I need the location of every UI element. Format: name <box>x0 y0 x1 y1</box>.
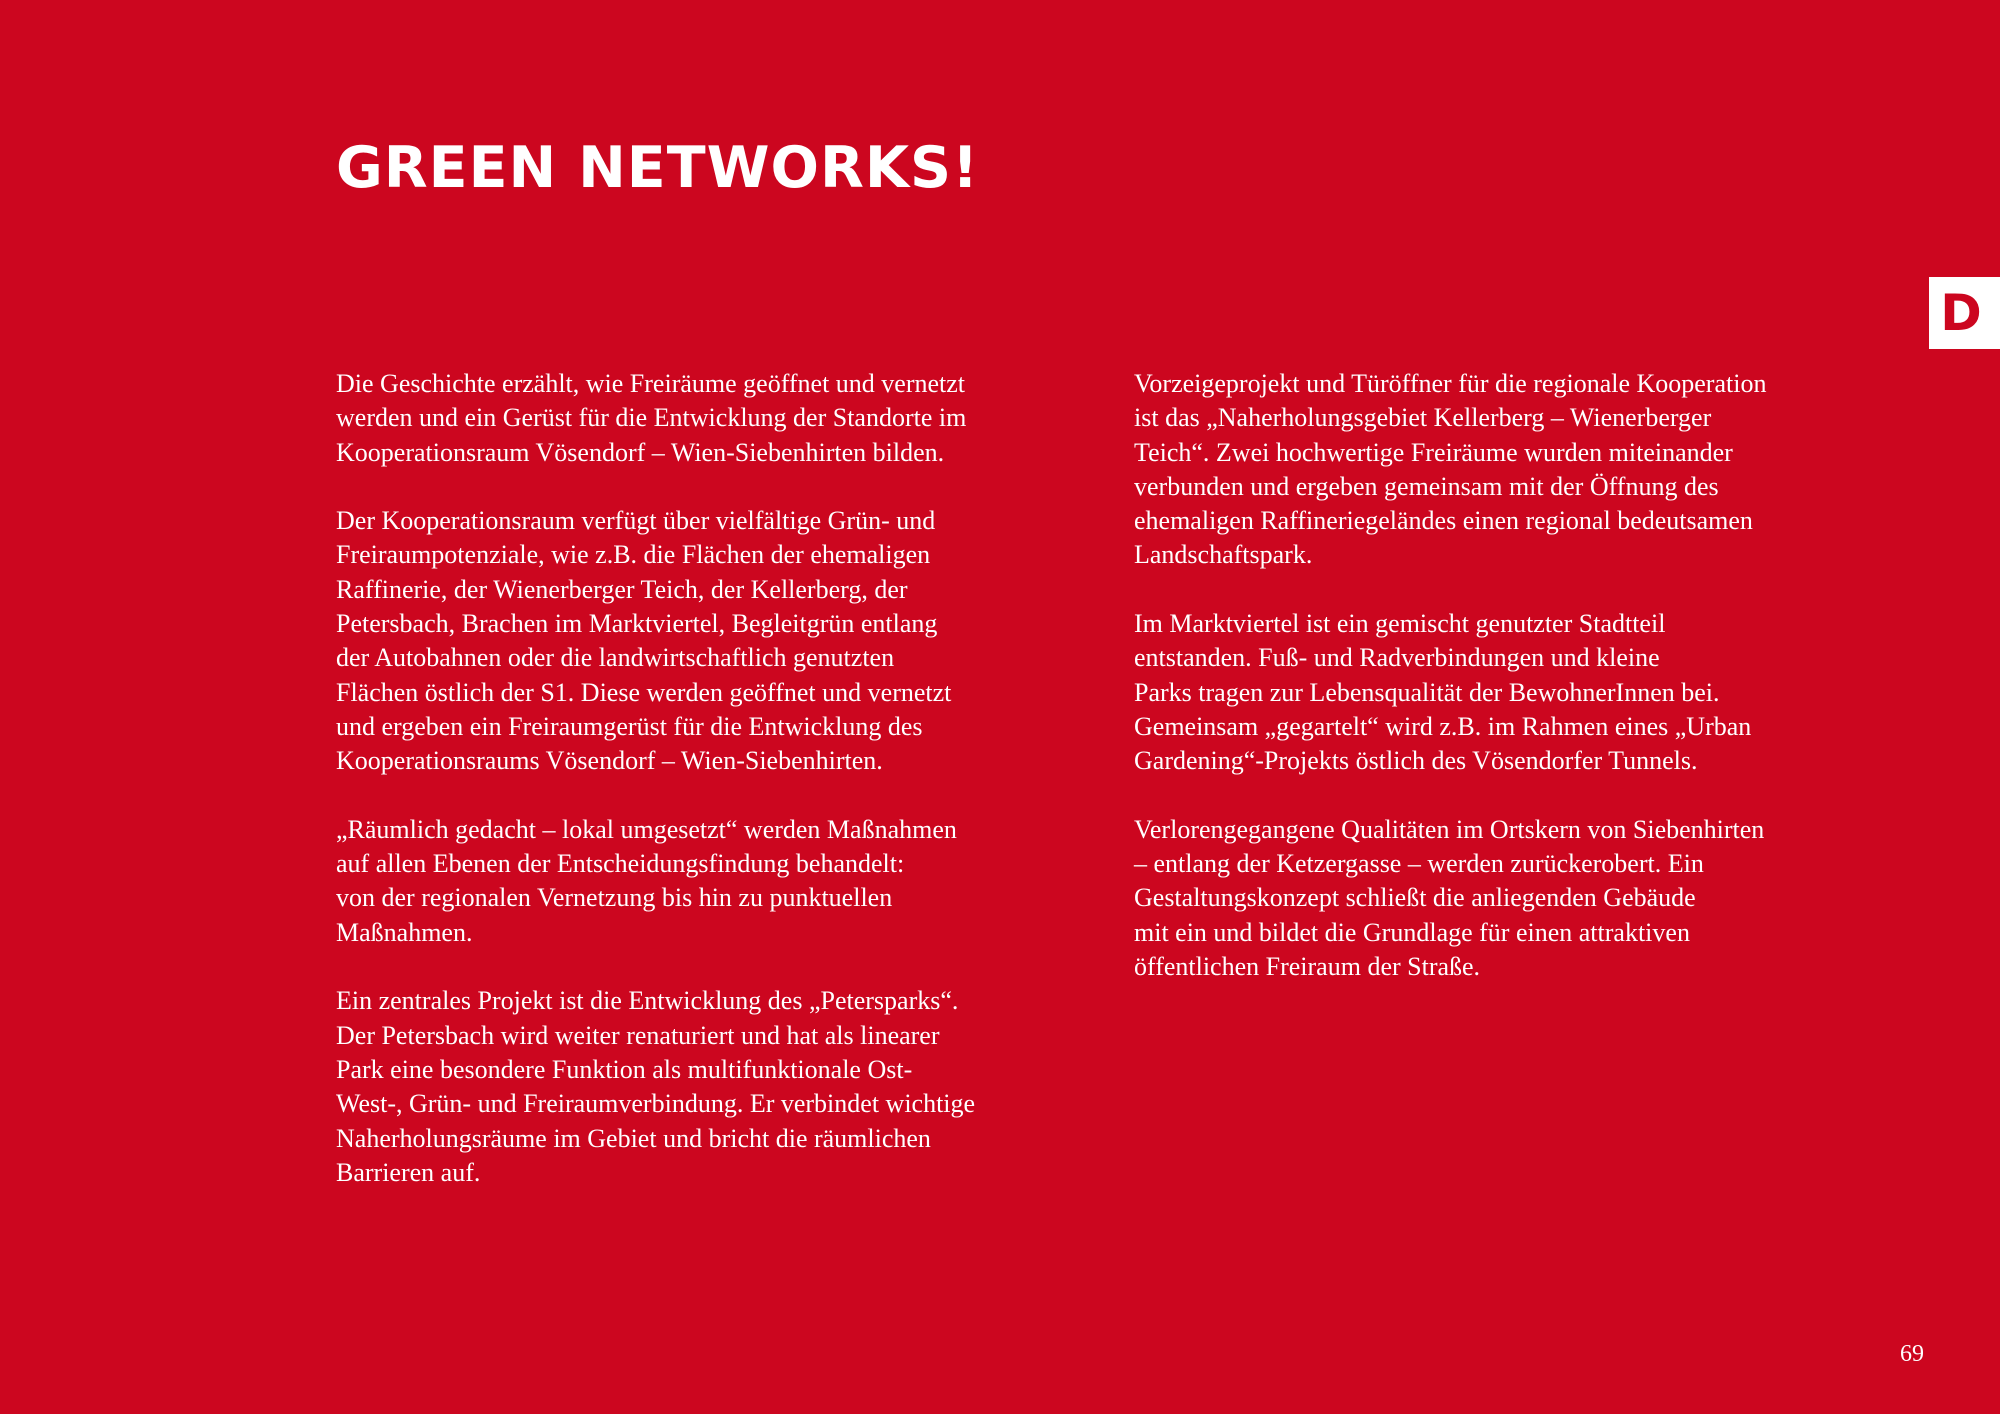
section-tab-letter: D <box>1940 284 1982 342</box>
text-line: Landschaftspark. <box>1134 540 1313 570</box>
text-line: Maßnahmen. <box>336 917 473 947</box>
text-line: Kooperationsraums Vösendorf – Wien-Siebenhirten. <box>336 746 883 776</box>
section-tab <box>1929 277 2000 349</box>
text-line: Barrieren auf. <box>336 1157 481 1187</box>
text-line: werden und ein Gerüst für die Entwicklung der Standorte im <box>336 403 967 433</box>
text-line: Teich“. Zwei hochwertige Freiräume wurden miteinander <box>1134 437 1733 467</box>
text-line: Verlorengegangene Qualitäten im Ortskern von Siebenhirten <box>1134 814 1765 844</box>
paragraph <box>1134 813 1914 984</box>
right-column <box>1134 367 1914 1019</box>
text-line: ist das „Naherholungsgebiet Kellerberg – Wienerberger <box>1134 403 1712 433</box>
text-line: West-, Grün- und Freiraumverbindung. Er verbindet wichtige <box>336 1089 976 1119</box>
text-line: Park eine besondere Funktion als multifunktionale Ost- <box>336 1054 913 1084</box>
text-line: Vorzeigeprojekt und Türöffner für die regionale Kooperation <box>1134 369 1767 398</box>
page-title: GREEN NETWORKS! <box>336 135 980 201</box>
text-line: öffentlichen Freiraum der Straße. <box>1134 952 1481 982</box>
text-line: von der regionalen Vernetzung bis hin zu punktuellen <box>336 883 893 913</box>
text-line: Die Geschichte erzählt, wie Freiräume geöffnet und vernetzt <box>336 369 966 398</box>
text-line: mit ein und bildet die Grundlage für einen attraktiven <box>1134 917 1690 947</box>
text-line: auf allen Ebenen der Entscheidungsfindung behandelt: <box>336 849 905 879</box>
text-line: Gestaltungskonzept schließt die anliegenden Gebäude <box>1134 883 1696 913</box>
text-line: Gardening“-Projekts östlich des Vösendorfer Tunnels. <box>1134 746 1698 776</box>
text-line: Der Kooperationsraum verfügt über vielfältige Grün- und <box>336 506 936 536</box>
text-line: Der Petersbach wird weiter renaturiert und hat als linearer <box>336 1020 940 1050</box>
text-line: Ein zentrales Projekt ist die Entwicklung des „Petersparks“. <box>336 986 959 1016</box>
paragraph <box>1134 367 1914 573</box>
paragraph <box>336 813 1116 950</box>
paragraph <box>336 367 1116 470</box>
text-line: Freiraumpotenziale, wie z.B. die Flächen der ehemaligen <box>336 540 931 570</box>
text-line: Parks tragen zur Lebensqualität der BewohnerInnen bei. <box>1134 677 1720 707</box>
text-line: entstanden. Fuß- und Radverbindungen und kleine <box>1134 643 1660 673</box>
text-line: verbunden und ergeben gemeinsam mit der Öffnung des <box>1134 471 1719 501</box>
text-line: Gemeinsam „gegartelt“ wird z.B. im Rahmen eines „Urban <box>1134 711 1752 741</box>
paragraph <box>336 504 1116 778</box>
text-line: Flächen östlich der S1. Diese werden geöffnet und vernetzt <box>336 677 952 707</box>
text-line: Raffinerie, der Wienerberger Teich, der Kellerberg, der <box>336 574 908 604</box>
paragraph <box>336 984 1116 1190</box>
text-line: Im Marktviertel ist ein gemischt genutzter Stadtteil <box>1134 609 1666 639</box>
page-number: 69 <box>1900 1341 1924 1367</box>
text-line: und ergeben ein Freiraumgerüst für die Entwicklung des <box>336 711 923 741</box>
text-line: ehemaligen Raffineriegeländes einen regional bedeutsamen <box>1134 506 1753 536</box>
left-column <box>336 367 1116 1224</box>
text-line: „Räumlich gedacht – lokal umgesetzt“ werden Maßnahmen <box>336 814 957 844</box>
text-line: der Autobahnen oder die landwirtschaftlich genutzten <box>336 643 895 673</box>
text-line: Petersbach, Brachen im Marktviertel, Begleitgrün entlang <box>336 609 938 639</box>
text-line: – entlang der Ketzergasse – werden zurückerobert. Ein <box>1134 849 1704 879</box>
text-line: Naherholungsräume im Gebiet und bricht die räumlichen <box>336 1123 931 1153</box>
paragraph <box>1134 607 1914 778</box>
text-line: Kooperationsraum Vösendorf – Wien-Siebenhirten bilden. <box>336 437 945 467</box>
